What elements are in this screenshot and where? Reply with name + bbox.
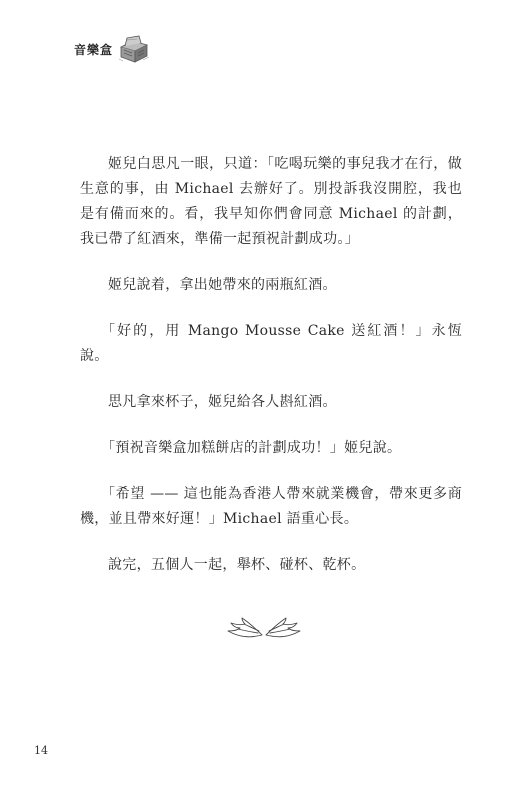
paragraph: 姬兒白思凡一眼，只道：「吃喝玩樂的事兒我才在行，做生意的事，由 Michael 去辦好了。別投訴我沒開腔，我也是有備而來的。看，我早知你們會同意 Michael 的計劃，我已帶了紅酒來，準備一起預祝計劃成功。」 [80, 156, 462, 247]
paragraph: 「希望 —— 這也能為香港人帶來就業機會，帶來更多商機，並且帶來好運！」Michael 語重心長。 [80, 486, 462, 527]
paragraph: 「好的，用 Mango Mousse Cake 送紅酒！」永恆說。 [80, 323, 462, 364]
running-header [74, 35, 151, 63]
body-text [80, 152, 462, 599]
wings-icon [224, 615, 304, 645]
paragraph: 說完，五個人一起，舉杯、碰杯、乾杯。 [108, 557, 366, 573]
paragraph: 姬兒說着，拿出她帶來的兩瓶紅酒。 [108, 277, 337, 293]
music-box-icon [117, 35, 151, 63]
paragraph: 思凡拿來杯子，姬兒給各人斟紅酒。 [108, 394, 337, 410]
page-number: 14 [34, 744, 48, 757]
paragraph: 「預祝音樂盒加糕餅店的計劃成功！」姬兒說。 [101, 440, 402, 456]
book-title: 音樂盒 [74, 42, 114, 57]
